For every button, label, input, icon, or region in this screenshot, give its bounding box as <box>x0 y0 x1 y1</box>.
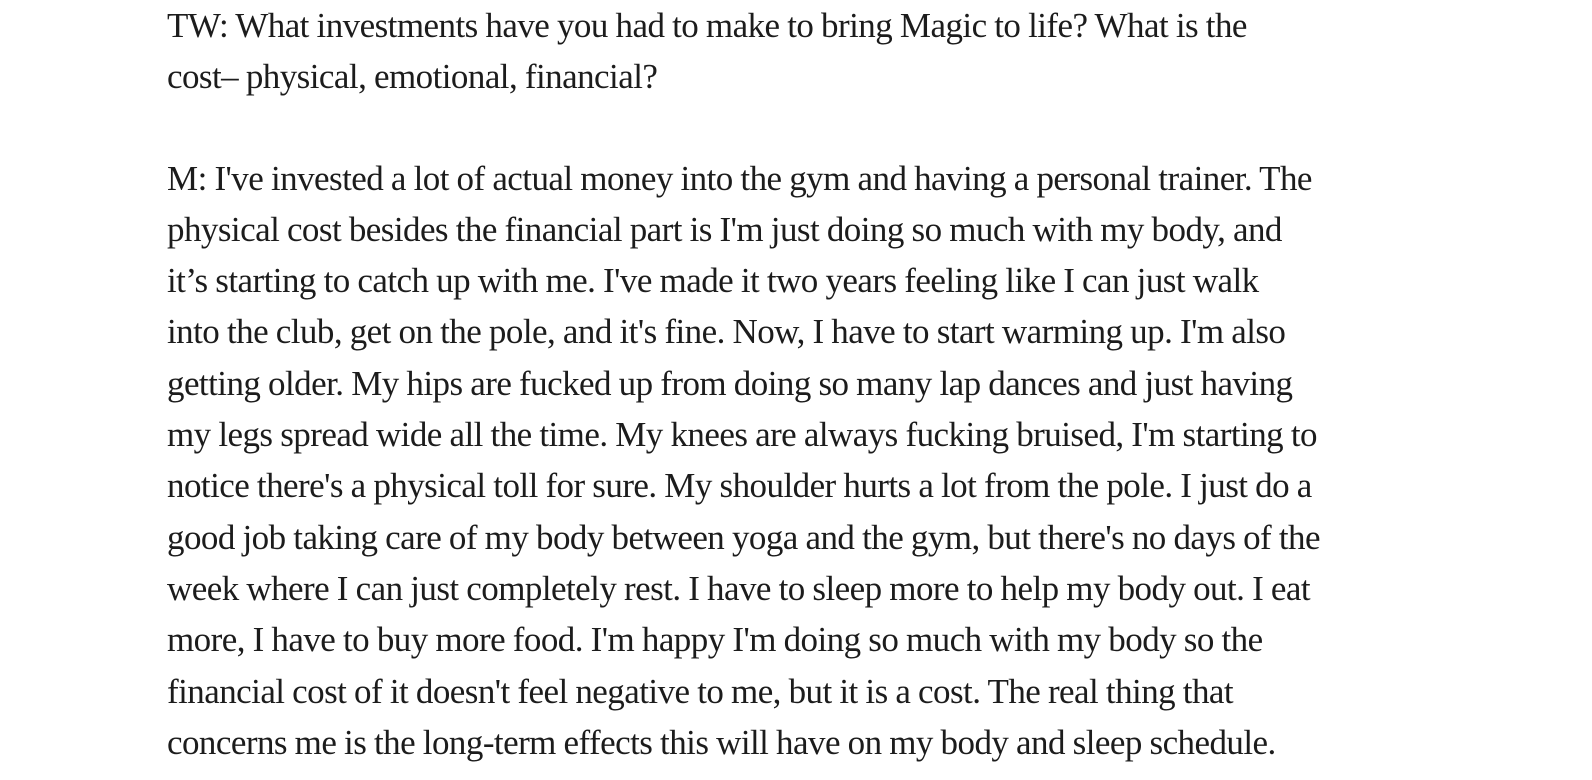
answer-line: into the club, get on the pole, and it's fine. Now, I have to start warming up. I'm also <box>167 312 1286 352</box>
interview-question <box>167 0 1427 103</box>
answer-line: financial cost of it doesn't feel negative to me, but it is a cost. The real thing that <box>167 671 1234 711</box>
question-line: TW: What investments have you had to make to bring Magic to life? What is the <box>167 6 1247 45</box>
interview-article <box>167 0 1427 768</box>
answer-line: notice there's a physical toll for sure. My shoulder hurts a lot from the pole. I just do a <box>167 466 1312 506</box>
answer-line: good job taking care of my body between yoga and the gym, but there's no days of the <box>167 517 1320 557</box>
question-line: cost– physical, emotional, financial? <box>167 57 658 97</box>
answer-line: it’s starting to catch up with me. I've made it two years feeling like I can just walk <box>167 261 1259 301</box>
answer-line: concerns me is the long-term effects this will have on my body and sleep schedule. <box>167 722 1276 762</box>
answer-line: more, I have to buy more food. I'm happy I'm doing so much with my body so the <box>167 620 1263 660</box>
answer-line: physical cost besides the financial part is I'm just doing so much with my body, and <box>167 209 1282 249</box>
answer-line: M: I've invested a lot of actual money into the gym and having a personal trainer. The <box>167 158 1312 198</box>
answer-line: getting older. My hips are fucked up from doing so many lap dances and just having <box>167 363 1293 403</box>
interview-answer <box>167 153 1427 769</box>
answer-line: my legs spread wide all the time. My knees are always fucking bruised, I'm starting to <box>167 415 1317 455</box>
answer-line: week where I can just completely rest. I have to sleep more to help my body out. I eat <box>167 568 1311 608</box>
